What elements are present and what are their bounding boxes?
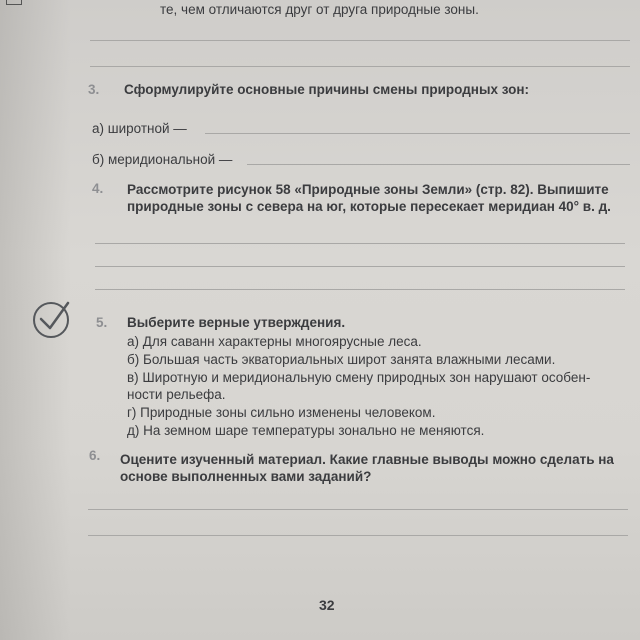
task-4-line-2: природные зоны с севера на юг, которые пересекает меридиан 40° в. д. — [127, 199, 611, 214]
task-5-number: 5. — [96, 315, 108, 330]
task-5-option: в) Широтную и меридиональную смену природных зон нарушают особен- — [127, 370, 591, 385]
answer-line — [90, 66, 630, 67]
task-6-number: 6. — [89, 448, 101, 463]
task-5-option: д) На земном шаре температуры зонально не меняются. — [127, 423, 485, 438]
answer-line — [88, 535, 628, 536]
answer-line — [88, 509, 628, 510]
task-5-option: б) Большая часть экваториальных широт занята влажными лесами. — [127, 352, 556, 367]
task-6-line-2: основе выполненных вами заданий? — [120, 469, 372, 484]
answer-line — [95, 289, 625, 290]
task-4-number: 4. — [92, 181, 104, 196]
answer-line — [95, 266, 625, 267]
task-3-question: Сформулируйте основные причины смены природных зон: — [124, 82, 529, 97]
task-5-option: ности рельефа. — [127, 387, 226, 402]
task-3-option-a: а) широтной — — [92, 121, 187, 136]
task-5-option: а) Для саванн характерны многоярусные леса. — [127, 334, 422, 349]
task-4-line-1: Рассмотрите рисунок 58 «Природные зоны Земли» (стр. 82). Выпишите — [127, 182, 609, 197]
task-3-option-b: б) меридиональной — — [92, 152, 233, 167]
task-5-option: г) Природные зоны сильно изменены человеком. — [127, 405, 436, 420]
answer-line — [90, 40, 630, 41]
header-fragment: те, чем отличаются друг от друга природные зоны. — [160, 2, 479, 17]
answer-line — [247, 164, 630, 165]
answer-line — [95, 243, 625, 244]
task-6-line-1: Оцените изученный материал. Какие главные выводы можно сделать на — [120, 452, 614, 467]
answer-line — [205, 133, 630, 134]
page-number: 32 — [319, 597, 335, 613]
corner-mark — [6, 0, 22, 5]
checkmark-icon — [30, 297, 74, 341]
task-5-question: Выберите верные утверждения. — [127, 315, 346, 330]
task-3-number: 3. — [88, 82, 100, 97]
